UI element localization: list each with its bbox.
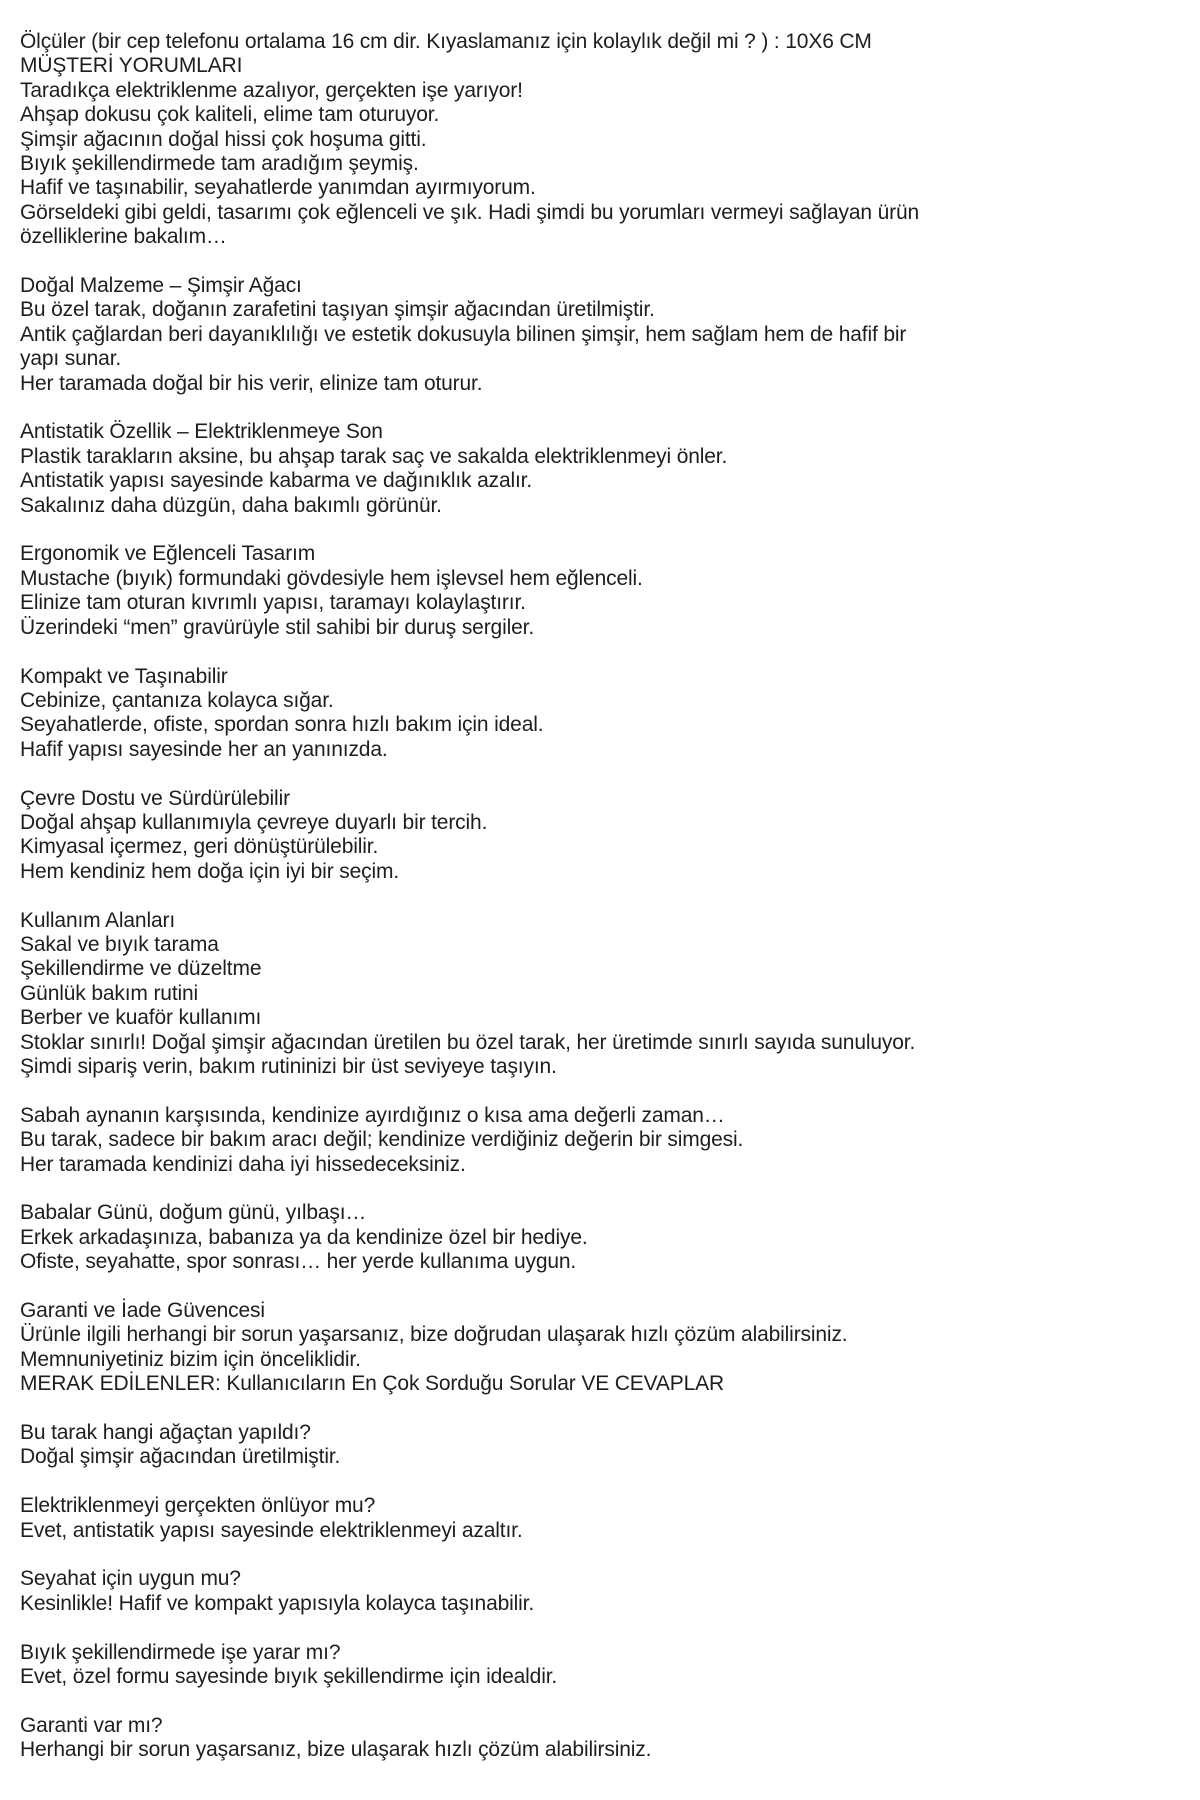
- text-line: Seyahat için uygun mu?: [20, 1567, 241, 1591]
- paragraph: [20, 1494, 1182, 1543]
- text-line: Bu özel tarak, doğanın zarafetini taşıyan şimşir ağacından üretilmiştir.: [20, 298, 655, 322]
- text-line: Ergonomik ve Eğlenceli Tasarım: [20, 542, 316, 566]
- paragraph: [20, 1104, 1182, 1177]
- text-line: Her taramada kendinizi daha iyi hissedeceksiniz.: [20, 1152, 466, 1176]
- paragraph: [20, 1421, 1182, 1470]
- text-line: Seyahatlerde, ofiste, spordan sonra hızlı bakım için ideal.: [20, 713, 544, 737]
- text-line: Şimdi sipariş verin, bakım rutininizi bir üst seviyeye taşıyın.: [20, 1054, 557, 1078]
- text-line: Taradıkça elektriklenme azalıyor, gerçekten işe yarıyor!: [20, 78, 523, 102]
- text-line: Evet, antistatik yapısı sayesinde elektriklenmeyi azaltır.: [20, 1518, 523, 1542]
- text-line: Mustache (bıyık) formundaki gövdesiyle hem işlevsel hem eğlenceli.: [20, 566, 643, 590]
- text-line: Plastik tarakların aksine, bu ahşap tarak saç ve sakalda elektriklenmeyi önler.: [20, 444, 728, 468]
- text-line: MERAK EDİLENLER: Kullanıcıların En Çok Sorduğu Sorular VE CEVAPLAR: [20, 1372, 725, 1396]
- paragraph: [20, 420, 1182, 518]
- document-body: [20, 30, 1182, 1763]
- text-line: Günlük bakım rutini: [20, 981, 199, 1005]
- text-line: Ahşap dokusu çok kaliteli, elime tam oturuyor.: [20, 103, 440, 127]
- paragraph: [20, 1201, 1182, 1274]
- text-line: Hem kendiniz hem doğa için iyi bir seçim.: [20, 859, 399, 883]
- text-line: Antistatik Özellik – Elektriklenmeye Son: [20, 420, 383, 444]
- text-line: Çevre Dostu ve Sürdürülebilir: [20, 786, 290, 810]
- paragraph: [20, 1567, 1182, 1616]
- text-line: Kimyasal içermez, geri dönüştürülebilir.: [20, 835, 379, 859]
- text-line: Sakalınız daha düzgün, daha bakımlı görünür.: [20, 493, 442, 517]
- paragraph: [20, 30, 1182, 250]
- text-line: Görseldeki gibi geldi, tasarımı çok eğlenceli ve şık. Hadi şimdi bu yorumları vermeyi sağlayan ürün: [20, 200, 920, 224]
- paragraph: [20, 787, 1182, 885]
- text-line: Antistatik yapısı sayesinde kabarma ve dağınıklık azalır.: [20, 469, 533, 493]
- text-line: Bu tarak hangi ağaçtan yapıldı?: [20, 1421, 311, 1444]
- text-line: Üzerindeki “men” gravürüyle stil sahibi bir duruş sergiler.: [20, 615, 535, 639]
- text-line: Ofiste, seyahatte, spor sonrası… her yerde kullanıma uygun.: [20, 1250, 577, 1274]
- text-line: Babalar Günü, doğum günü, yılbaşı…: [20, 1201, 367, 1225]
- text-line: Cebinize, çantanıza kolayca sığar.: [20, 688, 334, 712]
- paragraph: [20, 665, 1182, 763]
- text-line: Ölçüler (bir cep telefonu ortalama 16 cm dir. Kıyaslamanız için kolaylık değil mi ? ) : 10X6 CM: [20, 30, 872, 53]
- text-line: Bu tarak, sadece bir bakım aracı değil; kendinize verdiğiniz değerin bir simgesi.: [20, 1128, 744, 1152]
- text-line: Ürünle ilgili herhangi bir sorun yaşarsanız, bize doğrudan ulaşarak hızlı çözüm alabilirsiniz.: [20, 1323, 848, 1347]
- text-line: Kesinlikle! Hafif ve kompakt yapısıyla kolayca taşınabilir.: [20, 1591, 535, 1615]
- paragraph: [20, 1714, 1182, 1763]
- text-line: Doğal ahşap kullanımıyla çevreye duyarlı bir tercih.: [20, 810, 488, 834]
- paragraph: [20, 1299, 1182, 1397]
- text-line: Evet, özel formu sayesinde bıyık şekillendirme için idealdir.: [20, 1665, 558, 1689]
- text-line: Bıyık şekillendirmede işe yarar mı?: [20, 1640, 341, 1664]
- text-line: Hafif yapısı sayesinde her an yanınızda.: [20, 737, 388, 761]
- text-line: Stoklar sınırlı! Doğal şimşir ağacından üretilen bu özel tarak, her üretimde sınırlı sayıda sunuluyor.: [20, 1030, 916, 1054]
- text-line: Garanti ve İade Güvencesi: [20, 1298, 265, 1322]
- text-line: Doğal Malzeme – Şimşir Ağacı: [20, 274, 302, 298]
- text-line: Kompakt ve Taşınabilir: [20, 664, 228, 688]
- text-line: özelliklerine bakalım…: [20, 225, 227, 249]
- text-line: Garanti var mı?: [20, 1713, 163, 1737]
- text-line: Antik çağlardan beri dayanıklılığı ve estetik dokusuyla bilinen şimşir, hem sağlam hem de hafif bir: [20, 322, 907, 346]
- text-line: Elinize tam oturan kıvrımlı yapısı, taramayı kolaylaştırır.: [20, 591, 526, 615]
- text-line: Şimşir ağacının doğal hissi çok hoşuma gitti.: [20, 127, 427, 151]
- paragraph: [20, 542, 1182, 640]
- paragraph: [20, 909, 1182, 1080]
- text-line: Her taramada doğal bir his verir, elinize tam oturur.: [20, 371, 483, 395]
- text-line: Berber ve kuaför kullanımı: [20, 1006, 262, 1030]
- text-line: Sabah aynanın karşısında, kendinize ayırdığınız o kısa ama değerli zaman…: [20, 1103, 725, 1127]
- text-line: yapı sunar.: [20, 347, 122, 371]
- text-line: Memnuniyetiniz bizim için önceliklidir.: [20, 1347, 361, 1371]
- paragraph: [20, 274, 1182, 396]
- text-line: Erkek arkadaşınıza, babanıza ya da kendinize özel bir hediye.: [20, 1225, 588, 1249]
- text-line: MÜŞTERİ YORUMLARI: [20, 54, 243, 78]
- text-line: Kullanım Alanları: [20, 908, 176, 932]
- text-line: Doğal şimşir ağacından üretilmiştir.: [20, 1445, 341, 1469]
- paragraph: [20, 1641, 1182, 1690]
- text-line: Herhangi bir sorun yaşarsanız, bize ulaşarak hızlı çözüm alabilirsiniz.: [20, 1738, 652, 1762]
- text-line: Hafif ve taşınabilir, seyahatlerde yanımdan ayırmıyorum.: [20, 176, 536, 200]
- text-line: Elektriklenmeyi gerçekten önlüyor mu?: [20, 1494, 376, 1518]
- text-line: Şekillendirme ve düzeltme: [20, 957, 262, 981]
- text-line: Bıyık şekillendirmede tam aradığım şeymiş.: [20, 152, 419, 176]
- text-line: Sakal ve bıyık tarama: [20, 932, 219, 956]
